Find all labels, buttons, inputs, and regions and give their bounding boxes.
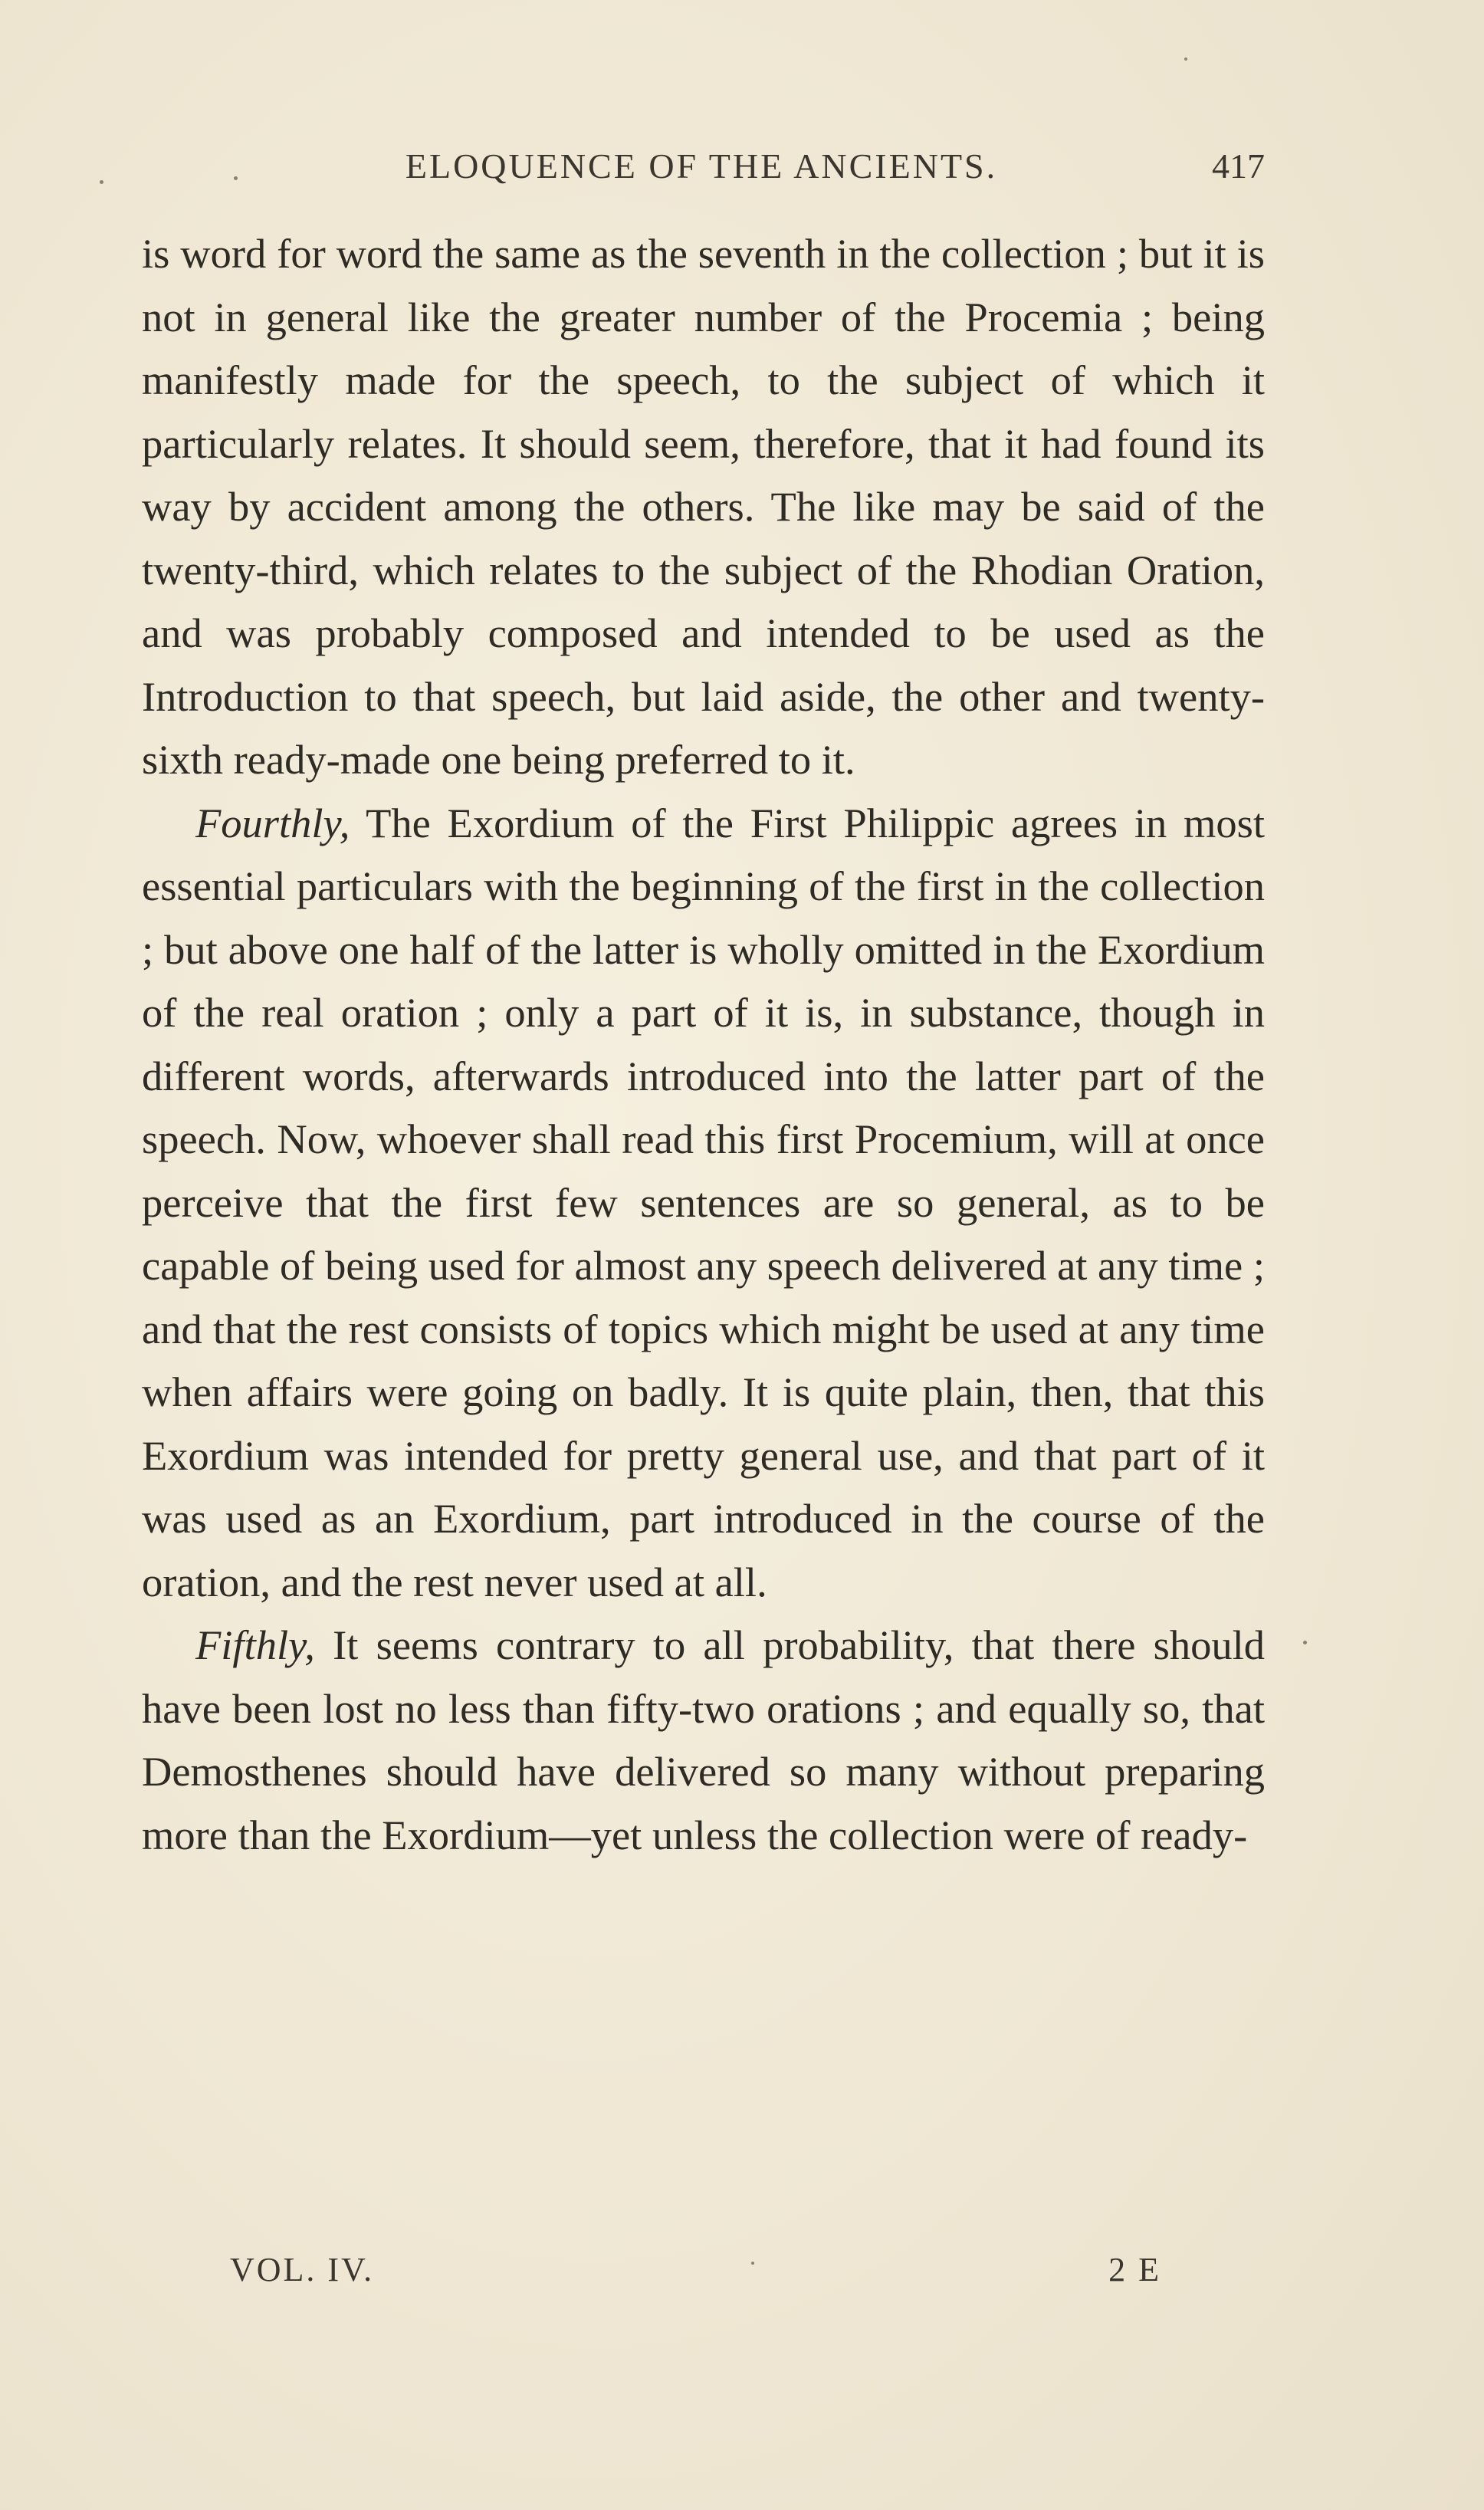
body-text <box>142 222 1265 1867</box>
paragraph-fourthly <box>142 792 1265 1615</box>
paper-speck <box>1184 57 1187 61</box>
paper-speck <box>1303 1641 1307 1644</box>
page-number: 417 <box>1212 146 1265 186</box>
paper-speck <box>234 176 238 180</box>
paragraph-text: It seems contrary to all probability, that there should have been lost no less than fifty-two orations ; and equally so, that Demosthenes should have delivered so many without preparing more than the Exordium—yet unless the collection were of ready- <box>142 1621 1265 1858</box>
paragraph-text: is word for word the same as the seventh in the collection ; but it is not in general like the greater number of the Procemia ; being manifestly made for the speech, to the subject of which it particularly relates. It should seem, therefore, that it had found its way by accident among the others. The like may be said of the twenty-third, which relates to the subject of the Rhodian Oration, and was probably composed and intended to be used as the Introduction to that speech, but laid aside, the other and twenty-sixth ready-made one being preferred to it. <box>142 230 1265 783</box>
paragraph-lead: Fourthly, <box>195 799 350 846</box>
paper-speck <box>100 180 103 184</box>
volume-label: VOL. IV. <box>230 2251 375 2288</box>
page-footer <box>230 2250 1161 2296</box>
paragraph-continuation <box>142 222 1265 792</box>
signature-mark: 2 E <box>1108 2251 1161 2288</box>
paper-speck <box>751 2262 754 2265</box>
running-title: ELOQUENCE OF THE ANCIENTS. <box>405 146 998 186</box>
paragraph-lead: Fifthly, <box>195 1621 315 1668</box>
page-header <box>138 146 1265 199</box>
paragraph-text: The Exordium of the First Philippic agrees in most essential particulars with the beginning of the first in the collection ; but above one half of the latter is wholly omitted in the Exordium of the real oration ; only a part of it is, in substance, though in different words, afterwards introduced into the latter part of the speech. Now, whoever shall read this first Procemium, will at once perceive that the first few sentences are so general, as to be capable of being used for almost any speech delivered at any time ; and that the rest consists of topics which might be used at any time when affairs were going on badly. It is quite plain, then, that this Exordium was intended for pretty general use, and that part of it was used as an Exordium, part introduced in the course of the oration, and the rest never used at all. <box>142 799 1265 1605</box>
paragraph-fifthly <box>142 1614 1265 1867</box>
